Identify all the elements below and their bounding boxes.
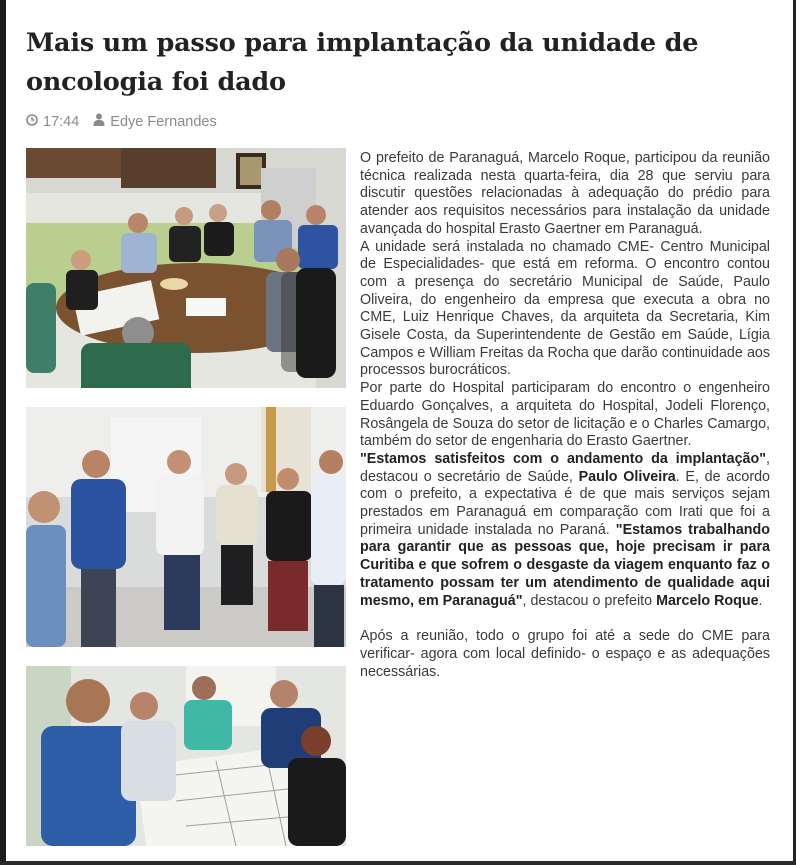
article-paragraph-quotes [360,451,770,610]
article-paragraph: A unidade será instalada no chamado CME- Centro Municipal de Especialidades- que está em reforma. O encontro contou com a presença do secretário Municipal de Saúde, Paulo Oliveira, do engenheiro da empresa que executa a obra no CME, Luiz Henrique Chaves, da arquiteta da Secretaria, Kim Gisele Costa, da Superintendente de Gestão em Saúde, Lígia Campos e William Freitas da Rocha que darão continuidade aos processos burocráticos. [360,238,770,379]
text-span: , destacou o prefeito [522,592,657,609]
article-photo-group-standing [26,407,346,647]
article-paragraph: O prefeito de Paranaguá, Marcelo Roque, participou da reunião técnica realizada nesta quarta-feira, dia 28 que serviu para discutir questões relacionadas à adequação do prédio para atender aos requisitos necessários para instalação da unidade avançada do hospital Erasto Gaertner em Paranaguá. [360,150,770,237]
article-photo-meeting [26,148,346,388]
article-meta [26,113,217,130]
article-title: Mais um passo para implantação da unidade de oncologia foi dado [26,28,699,97]
text-span: , destacou o secretário de Saúde, [360,450,770,485]
article-author[interactable]: Edye Fernandes [110,113,217,130]
name-marcelo-roque: Marcelo Roque [656,592,759,609]
article-photo-floor-plans [26,666,346,846]
quote-mayor: "Estamos trabalhando para garantir que as pessoas que, hoje precisam ir para Curitiba e que sofrem o desgaste da viagem enquanto faz o tratamento possam ter um atendimento de qualidade aqui mesmo, em Paranaguá" [360,521,770,609]
text-span: . E, de acordo com o prefeito, a expectativa é de que mais serviços sejam prestados em Paranaguá em comparação com Irati que foi a primeira unidade instalada no Paraná. [360,468,770,538]
quote-secretary: "Estamos satisfeitos com o andamento da implantação" [360,450,767,467]
user-icon [93,113,105,130]
clock-icon [26,114,38,130]
article-paragraph: Por parte do Hospital participaram do encontro o engenheiro Eduardo Gonçalves, a arquiteta do Hospital, Jodeli Florenço, Rosângela de Souza do setor de licitação e o Charles Camargo, também do setor de engenharia do Erasto Gaertner. [360,380,770,450]
name-paulo-oliveira: Paulo Oliveira [578,468,676,485]
article-time: 17:44 [43,113,80,130]
left-edge [0,0,6,865]
article-paragraph: Após a reunião, todo o grupo foi até a sede do CME para verificar- agora com local definido- o espaço e as adequações necessárias. [360,628,770,680]
text-span: . [758,592,763,609]
article-body [360,150,770,681]
paragraph-gap [360,610,770,628]
bottom-edge [0,861,796,865]
